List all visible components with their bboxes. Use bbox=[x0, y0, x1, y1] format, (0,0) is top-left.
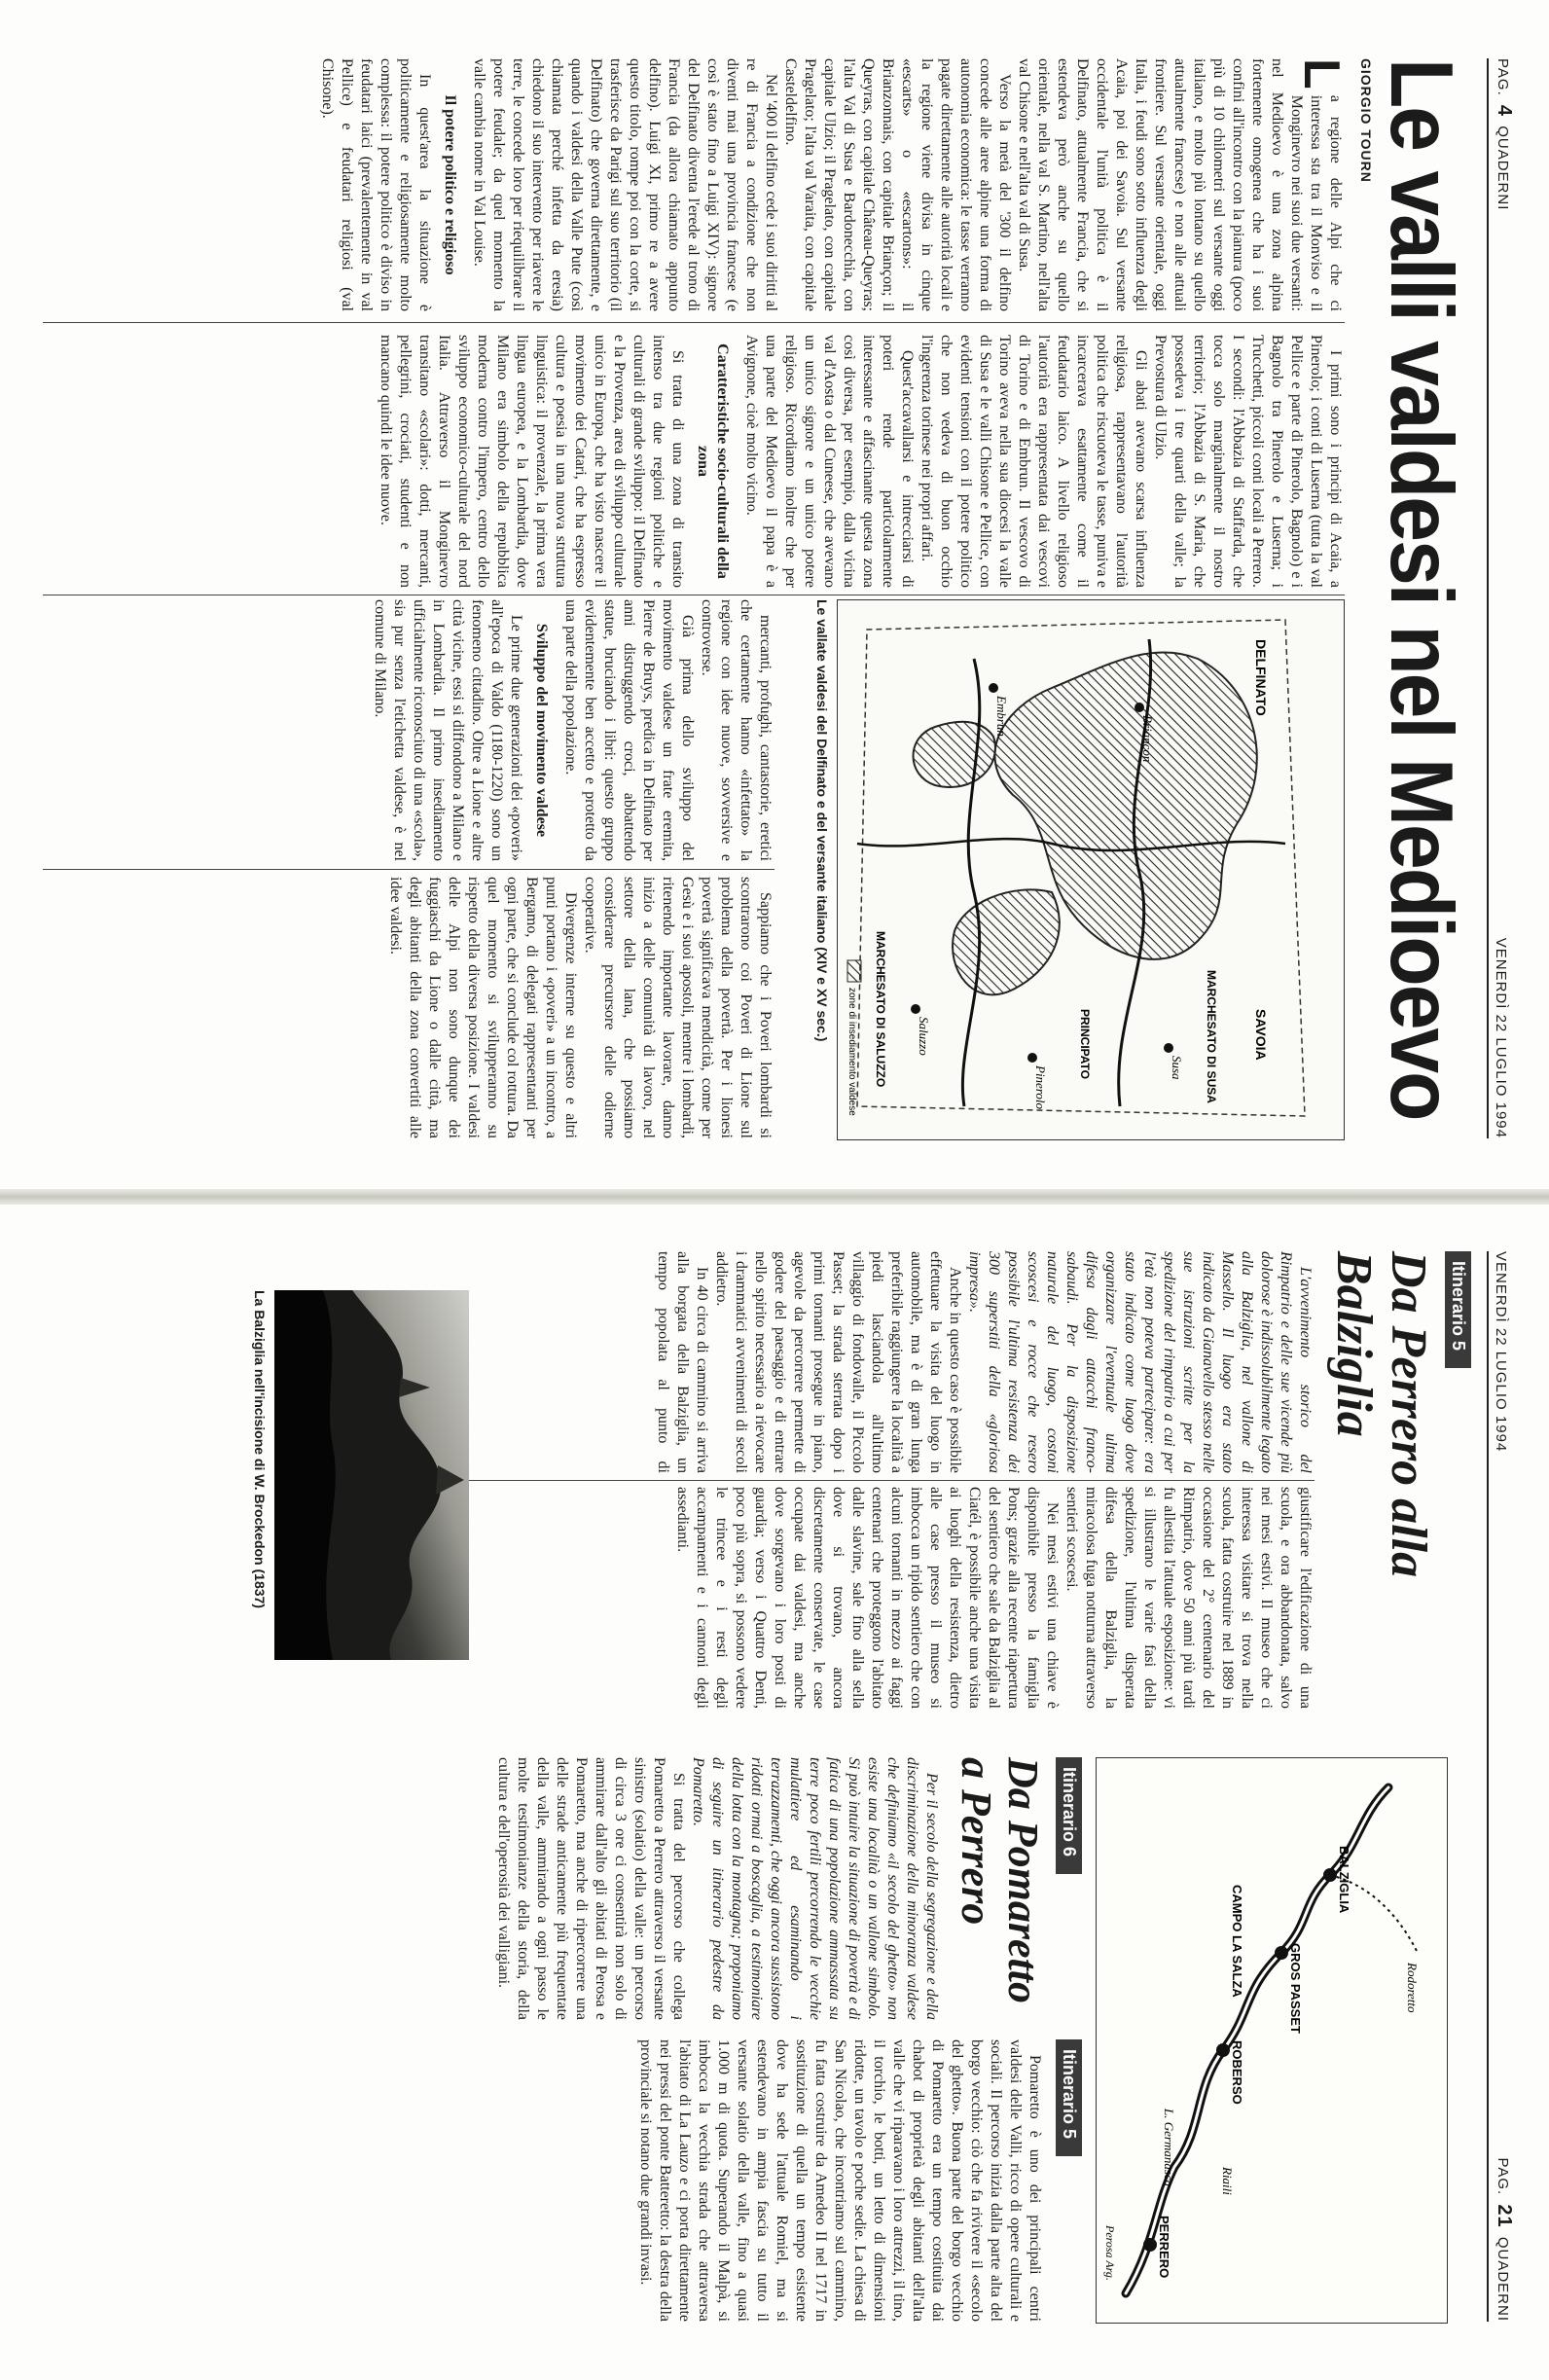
itinerary-6-title: Da Pomaretto a Perrero bbox=[953, 1757, 1047, 2003]
balziglia-engraving bbox=[274, 1290, 469, 1660]
right-section: QUADERNI bbox=[1495, 2236, 1511, 2322]
article-paragraph: Verso la metà del '300 il delfino concede alle aree alpine una forma di autonomia economica: le tasse verranno pagate direttamente alle autorità locali e la regione viene divisa in cinque «escarts» o «escartons»: il Brianzonnais, con capitale Briançon; il Queyras, con capitale Château-Queyras; l'alta Val di Susa e Bardonecchia, con capitale Ulzio; il Pragelato, con capitale Pragelato; l'alta val Varaita, con capitale Casteldelfino. bbox=[782, 58, 1013, 311]
route-stop bbox=[1216, 2043, 1230, 2057]
left-running-header bbox=[1487, 58, 1520, 1138]
right-running-header bbox=[1487, 1251, 1520, 2322]
itinerary-5b-paragraph: Pomaretto è uno dei principali centri valdesi delle Valli, ricco di opere culturali e sociali. Il percorso inizia dalla parte alta del borgo vecchio: ciò che fa rivivere il «secolo del ghetto». Buona parte del borgo vecchio di Pomaretto era un tempo costituita dai chabot di proprietà degli abitanti dell'alta valle che vi riparavano i loro attrezzi, il tino, il torchio, le botti, un letto di dimensioni ridotte, un tavolo e poche sedie. La chiesa di San Nicolao, che incontriamo sul cammino, fu fatta costruire da Amedeo II nel 1717 in sostituzione di quella un tempo esistente dove ha sede l'attuale Romiel, ma si estendevano in ampia fascia su tutto il versante solatio della valle, fino a quasi 1.000 m di quota. Superando il Malpà, si imbocca la vecchia strada che attraversa l'abitato di La Lauzo e ci porta direttamente nei pressi del ponte Batteretto: la destra della provinciale si notano due grandi invasi. bbox=[637, 2039, 1043, 2322]
article-column-1 bbox=[317, 58, 1350, 311]
legend-swatch bbox=[847, 960, 861, 982]
town-marker bbox=[989, 683, 998, 693]
route-label-perrero: PERRERO bbox=[1157, 2216, 1171, 2279]
right-page-number: 21 bbox=[1494, 2204, 1515, 2228]
town-marker bbox=[911, 1004, 920, 1014]
itinerary-6-text bbox=[493, 1757, 941, 2020]
itinerary-6-lead: Per il secolo della segregazione e della discriminazione della minoranza valdese che definiamo «il secolo del ghetto» non esiste una località o un vallone simbolo. Si può intuire la situazione di povertà e di fatica di una popolazione ammassata su terre poco fertili percorrendo le vecchie mulattiere ed esaminando i terrazzamenti, che oggi ancora sussistono ridotti ormai a boscaglia, a testimoniare della lotta con la montagna; proponiamo di seguire un itinerario pedestre da Pomaretto. bbox=[690, 1757, 940, 2020]
itinerary-5-block bbox=[439, 1251, 1471, 1709]
map-label-briancon: Briançon bbox=[1140, 715, 1155, 763]
article-paragraph: Divergenze interne su questo e altri punti portano i «poveri» a un incontro, a Bergamo, di delegati rappresentanti per ogni parte, che si conclude col rottura. Da quel momento si svilupperanno su rispetto della diversa posizione. I valdesi delle Alpi non sono dunque dei fuggiaschi da Lione o dalle città, ma degli abitanti della zona convertiti alle idee valdesi. bbox=[387, 877, 579, 1138]
map-label-saluzzo-marquisate: MARCHESATO DI SALUZZO bbox=[874, 931, 887, 1088]
right-page-label: PAG. bbox=[1495, 2157, 1511, 2196]
article-column-2 bbox=[376, 335, 1345, 588]
article-paragraph: Le prime due generazioni dei «poveri» all'epoca di Valdo (1180-1220) sono un fenomeno cittadino. Oltre a Lione e altre città vicine, essi si diffondono a Milano e in Lombardia. Il primo insediamento ufficialmente riconosciuto di una «scola», sia pur senza l'etichetta valdese, è nel comune di Milano. bbox=[372, 599, 524, 861]
left-page-label: PAG. bbox=[1495, 58, 1511, 96]
itinerary-5b-tag: Itinerario 5 bbox=[1056, 2039, 1082, 2156]
route-label-roberso: ROBERSO bbox=[1230, 2040, 1244, 2105]
route-map bbox=[1096, 1757, 1448, 2324]
article-paragraph: Si tratta di una zona di transito intenso tra due regioni politiche e culturali di grande sviluppo: il Delfinato e la Provenza, area di sviluppo culturale unico in Europa, che ha visto nascere il movimento dei Catari, che ha espresso cultura e poesia in una nuova struttura linguistica: il provenzale, la prima vera lingua europea, e la Lombardia, dove Milano era simbolo della repubblica moderna contro l'impero, centro dello sviluppo economico-culturale del nord Italia. Attraverso il Monginevro transitano «scolari»: dotti, mercanti, pellegrini, crociati, studenti e non mancano quindi le idee nuove. bbox=[378, 335, 686, 588]
itinerary-5-text bbox=[439, 1251, 1315, 1709]
map-label-susa-marquisate: MARCHESATO DI SUSA bbox=[1205, 970, 1218, 1103]
map-label-embrun: Embrun bbox=[994, 696, 1009, 737]
itinerary-5-paragraph: Anche in questo caso è possibile effettuare la visita del luogo in automobile, ma è di gran lunga preferibile raggiungere la località a piedi lasciandola all'ultimo villaggio di fondovalle, il Piccolo Passet; la strada sterrata dopo i primi tornanti prosegue in piano, agevole da percorrere permette di godere del paesaggio e di entrare nello spirito necessario a rievocare i drammatici avvenimenti di secoli addietro. bbox=[713, 1251, 963, 1473]
route-label-rodoretto: Rodoretto bbox=[1405, 1963, 1420, 2013]
section-heading: Il potere politico e religioso bbox=[442, 94, 458, 275]
engraving-caption: La Balziglia nell'incisione di W. Brockedon (1837) bbox=[252, 1290, 268, 1608]
article-paragraph: Quest'accavallarsi e intrecciarsi di poteri rende particolarmente interessante e affascinante questa zona così diversa, per esempio, dalla vicina val d'Aosta o dal Cuneese, che avevano un unico signore e un unico potere religioso. Ricordiamo inoltre che per una parte del Medioevo il papa è a Avignone, cioè molto vicino. bbox=[743, 335, 916, 588]
route-stop bbox=[1275, 1946, 1288, 1960]
engraving-graphic bbox=[274, 1290, 469, 1660]
map-caption: Le vallate valdesi del Delfinato e del versante italiano (XIV e XV sec.) bbox=[814, 599, 830, 1042]
map-label-savoia: SAVOIA bbox=[1253, 1009, 1269, 1061]
map-legend-text: zone di insediamento valdese bbox=[847, 988, 857, 1116]
article-paragraph: In quest'area la situazione è politicamente e religiosamente molto complessa: il potere politico è diviso in feudatari laici (prevalentemente in val Pellice) e feudatari religiosi (val Chisone). bbox=[319, 58, 433, 311]
town-marker bbox=[1164, 1043, 1173, 1053]
left-page-number: 4 bbox=[1494, 104, 1515, 118]
route-stop bbox=[1143, 2238, 1157, 2252]
section-heading: Sviluppo del movimento valdese bbox=[533, 623, 550, 838]
article-paragraph: Già prima dello sviluppo del movimento valdese un frate eremita, Pierre de Bruys, predica in Delfinato per anni distruggendo croci, abbattendo statue, bruciando i libri: questo gruppo evidentemente ben accetto e protetto da una parte della popolazione. bbox=[562, 599, 696, 861]
article-paragraph: La regione delle Alpi che ci interessa sta tra il Monviso e il Monginevro nei suoi due versanti: nel Medioevo è una zona alpina fortemente omogenea che ha i suoi confini all'incontro con la pianura (poco più di 10 chilometri sul versante oggi italiano, e molto più lontano su quello attualmente francese) e non alle attuali frontiere. Sul versante orientale, oggi Italia, i feudi sono sotto influenza degli Acaia, poi dei Savoia. Sul versante occidentale l'unità politica è il Delfinato, attualmente Francia, che si estendeva però anche su quello orientale, nella val S. Martino, nell'alta val Chisone e nell'alta val di Susa. bbox=[1016, 58, 1350, 311]
left-page-number-group bbox=[1493, 58, 1515, 210]
itinerary-6-block bbox=[493, 1757, 1082, 2020]
route-map-graphic bbox=[1097, 1758, 1447, 2323]
valleys-map-graphic bbox=[838, 600, 1344, 1139]
itinerary-5-paragraph: Nei mesi estivi una chiave è disponibile presso la famiglia Pons; grazie alla recente riapertura del sentiero che sale da Balziglia al Ciatél, è possibile anche una visita ai luoghi della resistenza, dietro alle case presso il museo si imbocca un ripido sentiero che con alcuni tornanti in mezzo ai faggi centenari che proteggono l'abitato dalle slavine, sale fino alla sella dove si trovano, ancora discretamente conservate, le case occupate dai valdesi, ma anche dove sorgevano i loro posti di guardia; verso i Quattro Denti, poco più sopra, si possono vedere le trincee e i resti degli accampamenti e i cannoni degli assedianti. bbox=[674, 1487, 1061, 1709]
right-page bbox=[0, 1203, 1549, 2380]
article-title: Le valli valdesi nel Medioevo bbox=[1372, 58, 1471, 1120]
itinerary-5-title: Da Perrero alla Balziglia bbox=[1326, 1251, 1436, 1578]
article-paragraph: mercanti, profughi, cantastorie, eretici che certamente hanno «infettato» la regione con idee nuove, sovversive e controverse. bbox=[699, 599, 774, 861]
route-label-germanasca: L. Germanasca bbox=[1162, 2109, 1176, 2187]
section-heading: Caratteristiche socio-culturali della zona bbox=[695, 343, 731, 579]
itinerary-5-paragraph: In 40 circa di cammino si arriva alla borgata della Balziglia, un tempo popolata al punto di giustificare l'edificazione di una scuola, e ora abbandonata, salvo nei mesi estivi. Il museo che ci interessa visitare si trova nella scuola, fatta costruire nel 1889 in occasione del 2° centenario del Rimpatrio, dove 50 anni più tardi fu allestita l'attuale esposizione: vi si illustrano le varie fasi della spedizione, l'ultima disperata difesa della Balziglia, la miracolosa fuga notturna attraverso sentieri scoscesi. bbox=[655, 1251, 1314, 1709]
route-label-riaili: Riaili bbox=[1220, 2167, 1235, 2195]
route-label-gros-passet: GROS PASSET bbox=[1288, 1943, 1303, 2034]
column-divider bbox=[43, 322, 1345, 323]
itinerary-6-paragraph: Si tratta del percorso che collega Pomaretto a Perrero attraverso il versante sinistro (solatio) della valle: un percorso di circa 3 ore ci consentirà non solo di ammirare dall'alto gli abitati di Perosa e Pomaretto, ma anche di ripercorrere una delle strade anticamente più frequentate della valle, ammirando a ogni passo le molte testimonianze della storia, della cultura e dell'operosità dei valligiani. bbox=[495, 1757, 687, 2020]
map-label-delfinato: DELFINATO bbox=[1253, 639, 1269, 716]
map-label-saluzzo: Saluzzo bbox=[917, 1017, 931, 1056]
article-paragraph: Sappiamo che i Poveri lombardi si scontrarono coi Poveri di Lione sul problema della povertà. Per i lionesi povertà significava mendicità, come per Gesù e i suoi apostoli, mentre i lombardi, ritenendo importante lavorare, danno inizio a delle comunità di lavoro, nel settore della lana, che possiamo considerare precursore delle odierne cooperative. bbox=[582, 877, 774, 1138]
article-column-3 bbox=[43, 599, 774, 1138]
route-stop bbox=[1323, 1868, 1337, 1882]
itinerary-5b-text bbox=[635, 2039, 1044, 2322]
route-label-campo-la-salza: CAMPO LA SALZA bbox=[1230, 1885, 1244, 1998]
route-label-balziglia: BALZIGLIA bbox=[1337, 1846, 1351, 1914]
town-marker bbox=[1135, 703, 1144, 712]
right-page-number-group bbox=[1493, 2157, 1515, 2322]
map-label-principato: PRINCIPATO bbox=[1078, 1009, 1092, 1080]
town-marker bbox=[1027, 1053, 1037, 1063]
map-label-susa: Susa bbox=[1170, 1056, 1184, 1080]
itinerary-6-tag: Itinerario 6 bbox=[1056, 1757, 1082, 1874]
itinerary-5-tag: Itinerario 5 bbox=[1445, 1251, 1471, 1368]
route-label-perosa: Perosa Arg. bbox=[1103, 2225, 1117, 2281]
left-section: QUADERNI bbox=[1495, 126, 1511, 211]
article-paragraph: I primi sono i principi di Acaia, a Pinerolo; i conti di Luserna (tutta la val Pellice e parte di Pinerolo, Bagnolo) e i Bagnolo tra Pinerolo e Luserna; i Trucchetti, piccoli conti locali a Perrero. I secondi: l'Abbazia di Staffarda, che tocca solo marginalmente il nostro territorio; l'Abbazia di S. Maria, che possedeva i tre quarti della valle; la Prevostura di Ulzio. bbox=[1152, 335, 1344, 588]
left-article-body bbox=[43, 58, 1350, 1138]
left-date: VENERDÌ 22 LUGLIO 1994 bbox=[1493, 937, 1509, 1138]
valleys-map bbox=[837, 599, 1345, 1140]
itinerary-5b-block bbox=[635, 2039, 1082, 2322]
right-date: VENERDÌ 22 LUGLIO 1994 bbox=[1493, 1251, 1509, 1453]
right-body bbox=[41, 1251, 1471, 2322]
article-paragraph: Nel '400 il delfino cede i suoi diritti al re di Francia a condizione che non diventi mai una provincia francese (e così è stato fino a Luigi XIV): signore del Delfinato diventa l'erede al trono di Francia (da allora chiamato appunto delfino). Luigi XI, primo re a avere questo titolo, rompe poi con la corte, si trasferisce da Parigi sul suo territorio (il Delfinato) che governa direttamente, e quando i valdesi della Valle Pute (così chiamata perché infetta da eresia) chiedono il suo intervento per riavere le terre, le concede loro per riequilibrare il potere feudale; da quel momento la valle cambia nome in Val Louise. bbox=[471, 58, 779, 311]
byline: GIORGIO TOURN bbox=[1358, 58, 1374, 183]
itinerary-5-lead: L'avvenimento storico del Rimpatrio e delle sue vicende più dolorose è indissolubilmente legato alla Balziglia, nel vallone di Massello. Il luogo era stato indicato da Gianavello stesso nelle sue istruzioni scritte per la spedizione del rimpatrio a cui per l'età non poteva partecipare: era stato indicato come luogo dove organizzare l'eventuale ultima difesa dagli attacchi franco-sabaudi. Per la disposizione naturale del luogo, costoni scoscesi e rocce che resero possibile l'ultima resistenza dei 300 superstiti della «gloriosa impresa». bbox=[966, 1251, 1314, 1473]
article-paragraph: Gli abati avevano scarsa influenza religiosa, rappresentavano l'autorità politica che riscuoteva le tasse, puniva e incarcerava esattamente come il feudatario laico. A livello religioso l'autorità era rappresentata dai vescovi di Torino e di Embrun. Il vescovo di Torino aveva nella sua diocesi la valle di Susa e le valli Chisone e Pellice, con evidenti tensioni con il potere politico che non vedeva di buon occhio l'ingerenza torinese nei propri affari. bbox=[919, 335, 1149, 588]
map-label-pinerolo: Pinerolo bbox=[1033, 1065, 1048, 1110]
